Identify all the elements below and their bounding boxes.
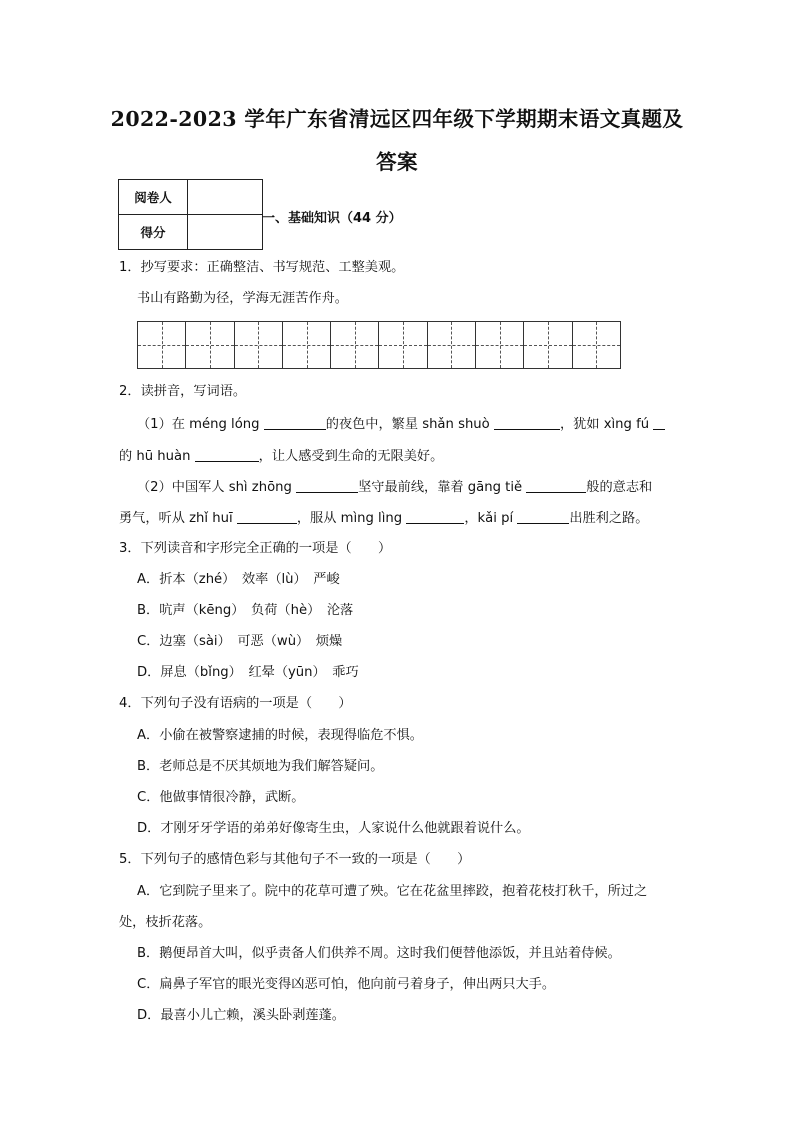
- grid-cell: [331, 322, 379, 368]
- q3-stem: 3．下列读音和字形完全正确的一项是（ ）: [119, 541, 392, 556]
- document-title-line2: 答案: [376, 150, 418, 174]
- answer-blank[interactable]: [494, 415, 560, 430]
- grid-cell: [138, 322, 186, 368]
- grid-cell: [573, 322, 620, 368]
- q2-part2-line1: [137, 478, 652, 497]
- q4-option-b: B．老师总是不厌其烦地为我们解答疑问。: [137, 759, 384, 774]
- q2-part2-line2: [119, 509, 648, 528]
- q4-option-d: D．才刚牙牙学语的弟弟好像寄生虫，人家说什么他就跟着说什么。: [137, 821, 530, 836]
- q2-text: 的夜色中，繁星 shǎn shuò: [325, 417, 490, 432]
- grid-cell: [235, 322, 283, 368]
- q3-option-a: A．折本（zhé） 效率（lù） 严峻: [137, 572, 340, 587]
- score-label: 得分: [119, 215, 188, 250]
- q2-text: 般的意志和: [586, 480, 653, 495]
- answer-blank[interactable]: [406, 509, 464, 524]
- answer-blank[interactable]: [195, 447, 259, 462]
- q2-text: （2）中国军人 shì zhōng: [137, 480, 292, 495]
- reviewer-label: 阅卷人: [119, 180, 188, 215]
- q2-text: 的 hū huàn: [119, 449, 191, 464]
- q2-text: ，犹如 xìng fú: [559, 417, 650, 432]
- writing-grid: [137, 321, 621, 369]
- q2-text: （1）在 méng lóng: [137, 417, 260, 432]
- q5-option-d: D．最喜小儿亡赖，溪头卧剥莲蓬。: [137, 1008, 345, 1023]
- answer-blank[interactable]: [296, 478, 358, 493]
- q1-stem: 1．抄写要求：正确整洁、书写规范、工整美观。: [119, 260, 405, 275]
- grid-cell: [379, 322, 427, 368]
- q3-option-c: C．边塞（sài） 可恶（wù） 烦燥: [137, 634, 343, 649]
- q5-option-c: C．扁鼻子军官的眼光变得凶恶可怕，他向前弓着身子，伸出两只大手。: [137, 977, 556, 992]
- q5-option-a-line1: A．它到院子里来了。院中的花草可遭了殃。它在花盆里摔跤，抱着花枝打秋千，所过之: [137, 884, 648, 899]
- answer-blank[interactable]: [653, 415, 665, 430]
- score-blank: [188, 215, 263, 250]
- q1-text: 书山有路勤为径，学海无涯苦作舟。: [137, 291, 348, 306]
- q2-stem: 2．读拼音，写词语。: [119, 384, 247, 399]
- reviewer-blank: [188, 180, 263, 215]
- q2-text: 出胜利之路。: [569, 511, 649, 526]
- document-title-line1: 2022-2023 学年广东省清远区四年级下学期期末语文真题及: [110, 107, 684, 131]
- answer-blank[interactable]: [264, 415, 326, 430]
- grid-cell: [524, 322, 572, 368]
- q5-option-b: B．鹅便昂首大叫，似乎责备人们供养不周。这时我们便替他添饭，并且站着侍候。: [137, 946, 621, 961]
- q2-part1-line1: [137, 415, 665, 434]
- q2-text: ，让人感受到生命的无限美好。: [258, 449, 444, 464]
- grid-cell: [428, 322, 476, 368]
- section-heading: 一、基础知识（44 分）: [262, 211, 402, 226]
- q5-option-a-line2: 处，枝折花落。: [119, 915, 212, 930]
- q4-option-a: A．小偷在被警察逮捕的时候，表现得临危不惧。: [137, 728, 423, 743]
- q3-option-d: D．屏息（bǐng） 红晕（yūn） 乖巧: [137, 665, 359, 680]
- q2-part1-line2: [119, 447, 443, 466]
- q4-option-c: C．他做事情很冷静，武断。: [137, 790, 305, 805]
- grid-cell: [186, 322, 234, 368]
- grid-cell: [283, 322, 331, 368]
- q3-option-b: B．吭声（kēng） 负荷（hè） 沦落: [137, 603, 354, 618]
- q5-stem: 5．下列句子的感情色彩与其他句子不一致的一项是（ ）: [119, 852, 471, 867]
- answer-blank[interactable]: [237, 509, 297, 524]
- grid-cell: [476, 322, 524, 368]
- answer-blank[interactable]: [526, 478, 586, 493]
- q2-text: ，服从 mìng lìng: [296, 511, 403, 526]
- q2-text: 勇气，听从 zhǐ huī: [119, 511, 233, 526]
- answer-blank[interactable]: [517, 509, 569, 524]
- q4-stem: 4．下列句子没有语病的一项是（ ）: [119, 696, 352, 711]
- q2-text: ，kǎi pí: [464, 511, 514, 526]
- score-table: [118, 179, 263, 250]
- q2-text: 坚守最前线，靠着 gāng tiě: [358, 480, 523, 495]
